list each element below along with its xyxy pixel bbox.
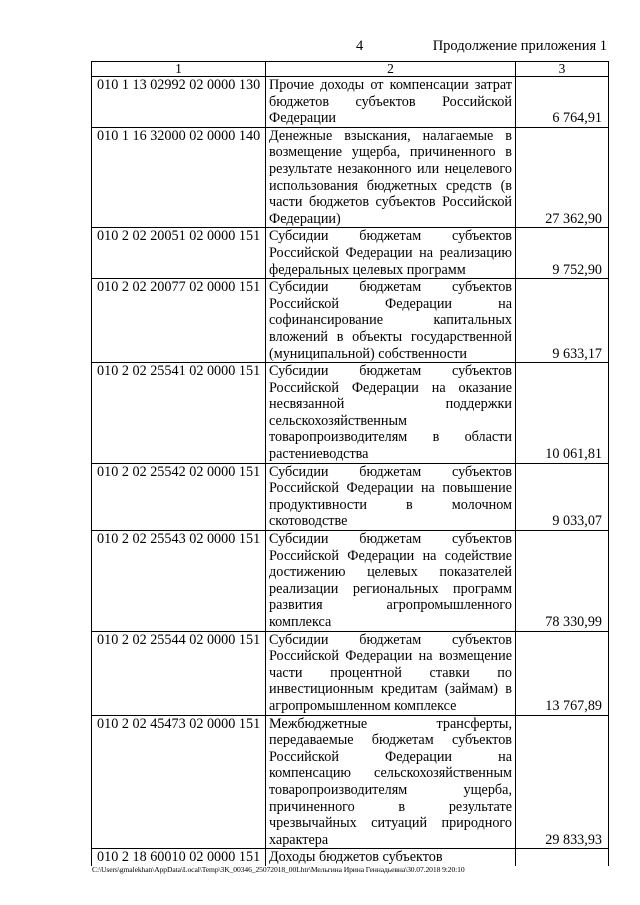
page-number: 4 xyxy=(356,38,364,54)
row-code: 010 2 02 25543 02 0000 151 xyxy=(92,531,266,632)
row-name: Субсидии бюджетам субъектов Российской Федерации на реализацию федеральных целевых программ xyxy=(266,228,516,279)
table-row xyxy=(92,77,609,128)
row-amount: 9 033,07 xyxy=(516,463,609,530)
row-amount: 10 061,81 xyxy=(516,363,609,464)
row-amount xyxy=(516,849,609,866)
table-row xyxy=(92,631,609,715)
table-row xyxy=(92,363,609,464)
row-name: Субсидии бюджетам субъектов Российской Федерации на софинансирование капитальных вложений в объекты государственной (муниципальной) собственности xyxy=(266,279,516,363)
row-name: Субсидии бюджетам субъектов Российской Федерации на содействие достижению целевых показателей реализации региональных программ развития агропромышленного комплекса xyxy=(266,531,516,632)
row-code: 010 2 02 25542 02 0000 151 xyxy=(92,463,266,530)
row-code: 010 2 02 20051 02 0000 151 xyxy=(92,228,266,279)
row-code: 010 2 02 25541 02 0000 151 xyxy=(92,363,266,464)
row-amount: 29 833,93 xyxy=(516,715,609,849)
file-path-footer: C:\Users\gmalekhan\AppData\Local\Temp\3K_00346_25072018_00Lhtr\Мельгина Ирина Геннадьевна\30.07.2018 9:20:10 xyxy=(92,865,465,874)
column-header-name: 2 xyxy=(266,62,516,77)
column-header-amount: 3 xyxy=(516,62,609,77)
row-amount: 6 764,91 xyxy=(516,77,609,128)
row-amount: 9 752,90 xyxy=(516,228,609,279)
row-code: 010 2 02 25544 02 0000 151 xyxy=(92,631,266,715)
table-row xyxy=(92,228,609,279)
row-amount: 13 767,89 xyxy=(516,631,609,715)
row-name: Межбюджетные трансферты, передаваемые бюджетам субъектов Российской Федерации на компенсацию сельскохозяйственным товаропроизводителям ущерба, причиненного в результате чрезвычайных ситуаций природного характера xyxy=(266,715,516,849)
column-header-code: 1 xyxy=(92,62,266,77)
row-amount: 78 330,99 xyxy=(516,531,609,632)
table-row xyxy=(92,279,609,363)
table-row xyxy=(92,463,609,530)
table-row xyxy=(92,531,609,632)
row-name: Доходы бюджетов субъектов xyxy=(266,849,516,866)
row-name: Субсидии бюджетам субъектов Российской Федерации на оказание несвязанной поддержки сельскохозяйственным товаропроизводителям в области растениеводства xyxy=(266,363,516,464)
row-name: Субсидии бюджетам субъектов Российской Федерации на повышение продуктивности в молочном скотоводстве xyxy=(266,463,516,530)
row-code: 010 1 13 02992 02 0000 130 xyxy=(92,77,266,128)
row-amount: 27 362,90 xyxy=(516,127,609,228)
table-row xyxy=(92,849,609,866)
table-row xyxy=(92,127,609,228)
table-row xyxy=(92,715,609,849)
row-code: 010 2 18 60010 02 0000 151 xyxy=(92,849,266,866)
row-code: 010 2 02 20077 02 0000 151 xyxy=(92,279,266,363)
row-name: Субсидии бюджетам субъектов Российской Федерации на возмещение части процентной ставки по инвестиционным кредитам (займам) в агропромышленном комплексе xyxy=(266,631,516,715)
page-header xyxy=(0,38,640,58)
row-code: 010 2 02 45473 02 0000 151 xyxy=(92,715,266,849)
revenue-table xyxy=(91,61,609,866)
row-amount: 9 633,17 xyxy=(516,279,609,363)
row-name: Денежные взыскания, налагаемые в возмещение ущерба, причиненного в результате незаконного или нецелевого использования бюджетных средств (в части бюджетов субъектов Российской Федерации) xyxy=(266,127,516,228)
row-name: Прочие доходы от компенсации затрат бюджетов субъектов Российской Федерации xyxy=(266,77,516,128)
row-code: 010 1 16 32000 02 0000 140 xyxy=(92,127,266,228)
column-header-row xyxy=(92,62,609,77)
continuation-label: Продолжение приложения 1 xyxy=(432,38,607,54)
